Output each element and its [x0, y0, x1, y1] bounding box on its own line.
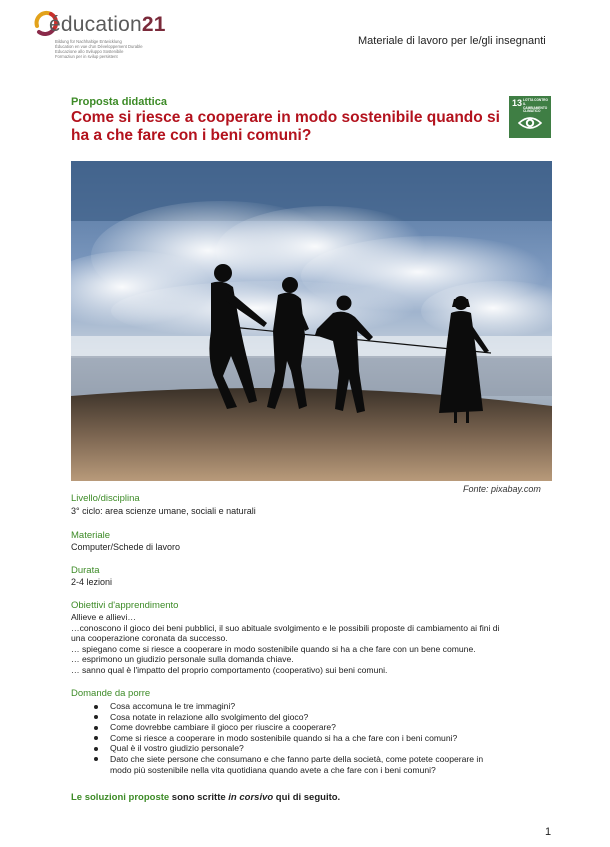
question-item: Dato che siete persone che consumano e che fanno parte della società, come potete cooperare in — [94, 754, 554, 765]
objective-line: … sanno qual è l'impatto del proprio comportamento (cooperativo) sui beni comuni. — [71, 664, 388, 675]
kicker-label: Proposta didattica — [71, 96, 167, 108]
education21-logo — [31, 8, 171, 70]
level-value: 3° ciclo: area scienze umane, sociali e naturali — [71, 506, 256, 516]
material-label: Materiale — [71, 530, 111, 541]
question-item: Come dovrebbe cambiare il gioco per riuscire a cooperare? — [94, 722, 554, 733]
question-item: Come si riesce a cooperare in modo sostenibile quando si ha a che fare con i beni comuni? — [94, 733, 554, 744]
questions-list — [94, 701, 554, 775]
material-value: Computer/Schede di lavoro — [71, 542, 181, 552]
objective-line: … spiegano come si riesce a cooperare in modo sostenibile quando si ha a che fare con un bene comune. — [71, 643, 476, 654]
eye-globe-icon — [518, 115, 542, 131]
sdg-13-badge — [509, 96, 551, 138]
beach-rope-photo — [71, 161, 552, 481]
question-item: Qual è il vostro giudizio personale? — [94, 743, 554, 754]
duration-label: Durata — [71, 565, 100, 576]
page-title: Come si riesce a cooperare in modo sostenibile quando si ha a che fare con i beni comuni? — [71, 109, 500, 144]
sdg-number: 13 — [512, 98, 523, 108]
objective-line: una cooperazione coronata da successo. — [71, 633, 228, 644]
level-label: Livello/disciplina — [71, 493, 140, 504]
objectives-label: Obiettivi d'apprendimento — [71, 600, 179, 611]
sdg-label: LOTTA CONTRO IL CAMBIAMENTO CLIMATICO — [523, 98, 548, 114]
objective-line: … esprimono un giudizio personale sulla domanda chiave. — [71, 654, 294, 665]
logo-subtitle: Bildung für Nachhaltige Entwicklung Éducation en vue d'un Développement Durable Educazione allo Sviluppo Sostenibile Formaziun per in svilup persistent — [55, 39, 143, 59]
questions-label: Domande da porre — [71, 688, 151, 699]
logo-wordmark: éducation21 — [49, 13, 166, 36]
question-item-continuation: modo più sostenibile nella vita quotidiana quando avete a che fare con i beni comuni? — [110, 764, 436, 775]
question-item: Cosa accomuna le tre immagini? — [94, 701, 554, 712]
document-type-label: Materiale di lavoro per le/gli insegnanti — [358, 35, 546, 47]
objective-line: …conoscono il gioco dei beni pubblici, il suo abituale svolgimento e le possibili proposte di cambiamento ai fini di — [71, 622, 500, 633]
page-number: 1 — [545, 826, 552, 838]
duration-value: 2-4 lezioni — [71, 577, 113, 587]
question-item: Cosa notate in relazione allo svolgimento del gioco? — [94, 712, 554, 723]
solutions-note: Le soluzioni proposte sono scritte in corsivo qui di seguito. — [71, 792, 341, 803]
photo-credit: Fonte: pixabay.com — [463, 484, 541, 494]
objectives-list — [71, 612, 561, 676]
objective-line: Allieve e allievi… — [71, 612, 136, 622]
